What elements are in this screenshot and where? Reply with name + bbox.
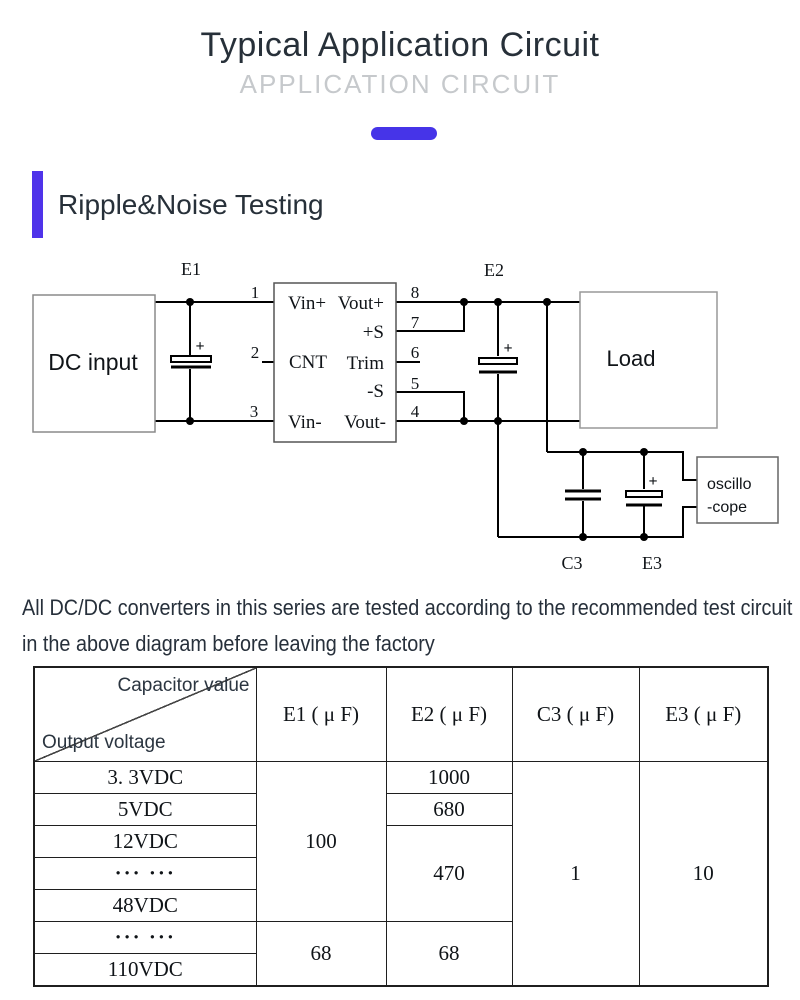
load-label: Load [606, 346, 656, 371]
c3-label: C3 [561, 553, 583, 573]
circuit-diagram [0, 250, 800, 585]
cell-e3-10: 10 [639, 762, 768, 986]
col-header-c3: C3 ( μ F) [512, 667, 639, 762]
oscilloscope-label-line2: -cope [707, 499, 748, 516]
row-label-ellipsis-1: ··· ··· [34, 858, 256, 890]
cell-e1-100: 100 [256, 762, 386, 922]
cell-e2-680: 680 [386, 794, 512, 826]
pin-trim: Trim [346, 353, 384, 374]
col-header-e2: E2 ( μ F) [386, 667, 512, 762]
note-text: All DC/DC converters in this series are tested according to the recommended test circuit in the above diagram before leaving the factory [22, 595, 793, 656]
pin-number-7: 7 [410, 313, 420, 332]
dc-input-label: DC input [48, 349, 138, 375]
e2-label: E2 [484, 260, 504, 280]
page-subtitle: APPLICATION CIRCUIT [239, 69, 561, 99]
pin-vin-plus: Vin+ [288, 293, 327, 314]
pin-number-1: 1 [250, 283, 260, 302]
e3-label: E3 [642, 553, 662, 573]
oscilloscope-label-line1: oscillo [707, 476, 752, 493]
pin-number-5: 5 [410, 374, 420, 393]
pin-vin-minus: Vin- [288, 412, 322, 433]
e3-plus-sign: + [648, 473, 658, 490]
corner-label-capacitor-value: Capacitor value [117, 675, 250, 696]
row-label-110v: 110VDC [34, 954, 256, 986]
e1-plus-sign: + [195, 338, 205, 355]
col-header-e3: E3 ( μ F) [639, 667, 768, 762]
pin-number-4: 4 [410, 402, 420, 421]
cell-e2-68: 68 [386, 922, 512, 986]
e2-plus-sign: + [503, 340, 513, 357]
pin-vout-minus: Vout- [344, 412, 386, 433]
pin-plus-s: +S [362, 322, 384, 343]
page-title: Typical Application Circuit [200, 26, 600, 64]
row-label-3v3: 3. 3VDC [34, 762, 256, 794]
row-label-48v: 48VDC [34, 890, 256, 922]
table-header-row [34, 667, 768, 762]
table-row [34, 762, 768, 794]
e1-label: E1 [181, 259, 201, 279]
row-label-ellipsis-2: ··· ··· [34, 922, 256, 954]
accent-divider [371, 127, 437, 140]
c3-capacitor-symbol [565, 491, 601, 499]
corner-label-output-voltage: Output voltage [42, 732, 166, 753]
pin-vout-plus: Vout+ [337, 293, 384, 314]
pin-number-6: 6 [410, 343, 420, 362]
cell-e1-68: 68 [256, 922, 386, 986]
pin-number-2: 2 [250, 343, 260, 362]
row-label-12v: 12VDC [34, 826, 256, 858]
cell-e2-1000: 1000 [386, 762, 512, 794]
cell-e2-470: 470 [386, 826, 512, 922]
cell-c3-1: 1 [512, 762, 639, 986]
pin-cnt: CNT [289, 352, 327, 373]
pin-number-3: 3 [249, 402, 259, 421]
capacitor-table [33, 666, 769, 987]
pin-minus-s: -S [367, 381, 384, 402]
col-header-e1: E1 ( μ F) [256, 667, 386, 762]
section-title: Ripple&Noise Testing [58, 189, 324, 220]
row-label-5v: 5VDC [34, 794, 256, 826]
corner-cell [34, 667, 256, 762]
section-accent-bar [32, 171, 43, 238]
pin-number-8: 8 [410, 283, 420, 302]
